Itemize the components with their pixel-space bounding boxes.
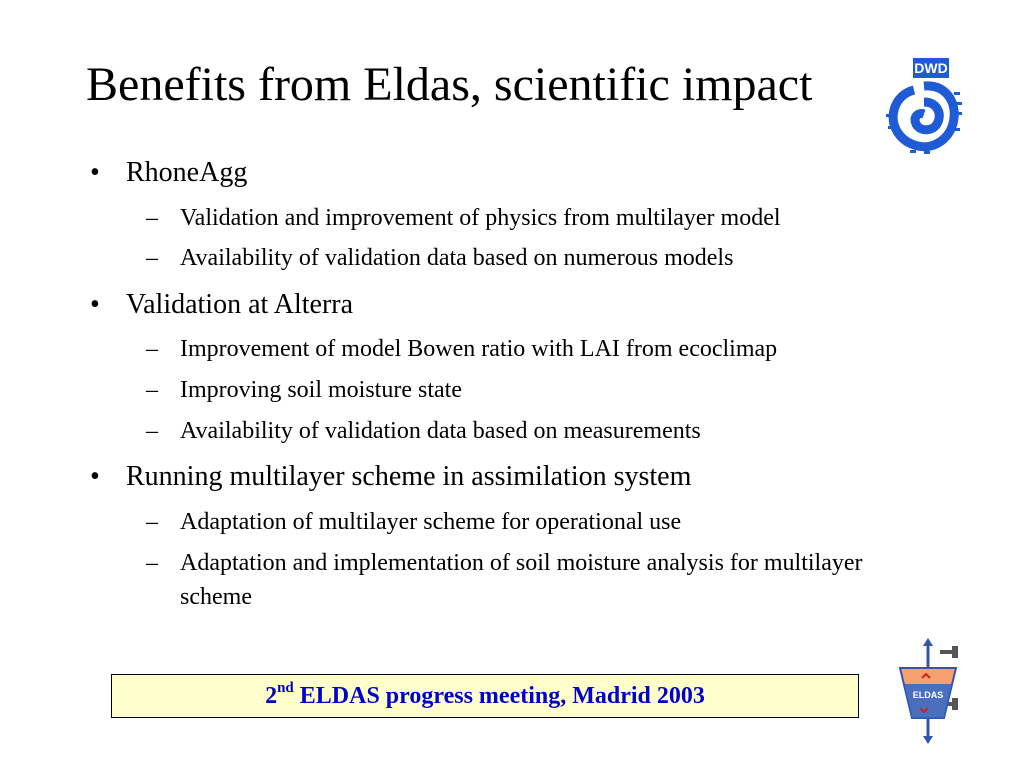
sub-bullet-text: Availability of validation data based on numerous models [180,245,734,271]
bullet-marker: • [90,289,100,320]
sub-bullet-text: Adaptation and implementation of soil moisture analysis for multilayer scheme [180,550,863,610]
dash-marker: – [146,245,158,271]
dash-marker: – [146,205,158,231]
dash-marker: – [146,550,158,576]
svg-text:ELDAS: ELDAS [912,690,944,700]
dash-marker: – [146,336,158,362]
sub-bullet-text: Improvement of model Bowen ratio with LAI from ecoclimap [180,336,778,362]
footer-text: ELDAS progress meeting, Madrid 2003 [293,683,705,709]
footer-ordinal-number: 2 [265,683,278,709]
svg-text:DWD: DWD [914,60,948,76]
dash-marker: – [146,509,158,535]
eldas-logo [896,638,964,744]
slide-title: Benefits from Eldas, scientific impact [86,58,813,111]
sub-bullet-text: Validation and improvement of physics from multilayer model [180,205,781,231]
bullet-marker: • [90,461,100,492]
footer-banner [111,674,859,718]
sub-bullet-text: Availability of validation data based on measurements [180,418,701,444]
sub-bullet-text: Improving soil moisture state [180,377,462,403]
sub-bullet-text: Adaptation of multilayer scheme for operational use [180,509,682,535]
bullet-text: Validation at Alterra [126,289,354,320]
dash-marker: – [146,418,158,444]
dash-marker: – [146,377,158,403]
bullet-text: RhoneAgg [126,157,248,188]
footer-ordinal-suffix: nd [277,680,294,696]
bullet-marker: • [90,157,100,188]
bullet-text: Running multilayer scheme in assimilation system [126,461,692,492]
